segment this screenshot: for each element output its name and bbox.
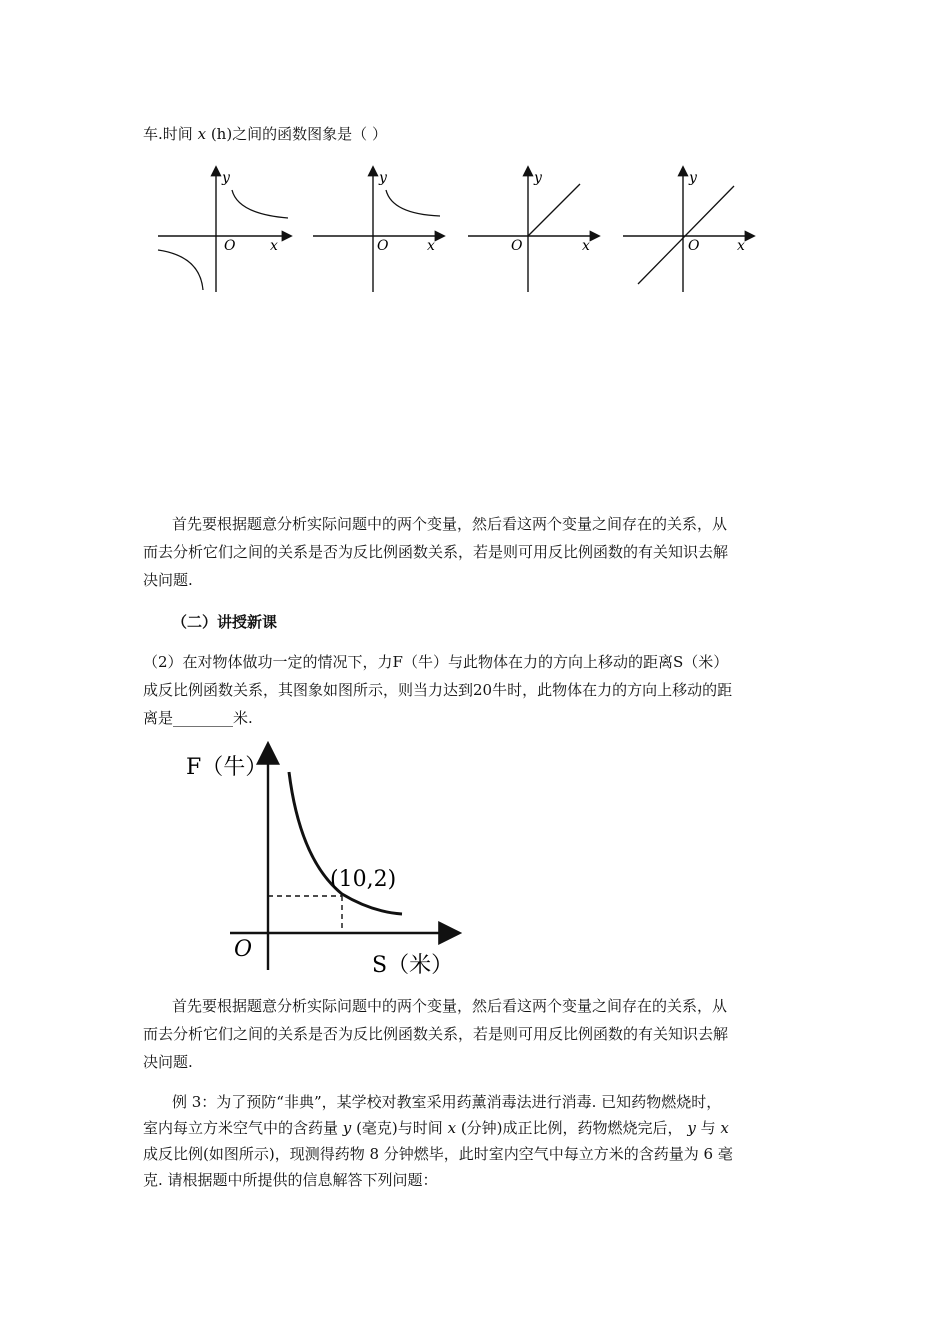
- axis-label-x: x: [427, 238, 435, 254]
- point-label: (10,2): [330, 867, 397, 892]
- example-3-line-4: 克. 请根据题中所提供的信息解答下列问题：: [143, 1171, 438, 1189]
- para-2-line-1: 首先要根据题意分析实际问题中的两个变量，然后看这两个变量之间存在的关系，从: [172, 997, 728, 1015]
- curve: [386, 190, 440, 216]
- example-3-line-3: 成反比例(如图所示)，现测得药物 8 分钟燃毕，此时室内空气中每立方米的含药量为 6 毫: [143, 1145, 733, 1163]
- axis-label-x: x: [737, 238, 745, 254]
- axis-label-x: x: [270, 238, 278, 254]
- problem-2-line-2: 成反比例函数关系，其图象如图所示，则当力达到20牛时，此物体在力的方向上移动的距: [143, 681, 733, 699]
- axis-label-y: y: [222, 170, 230, 186]
- section-heading: （二）讲授新课: [172, 613, 278, 631]
- curve-branch-1: [232, 190, 288, 218]
- option-graph-b: [313, 168, 443, 292]
- example-3-line-2: 室内每立方米空气中的含药量 y (毫克)与时间 x (分钟)成正比例，药物燃烧完后， y 与 x: [143, 1119, 729, 1137]
- option-graph-a: [158, 168, 290, 292]
- question-tail-line: [143, 124, 387, 144]
- inverse-curve: [289, 772, 402, 914]
- axis-label-x: x: [582, 238, 590, 254]
- option-graph-c: [468, 168, 598, 292]
- line: [638, 186, 734, 284]
- example-3-line-1: 例 3：为了预防“非典”，某学校对教室采用药薰消毒法进行消毒. 已知药物燃烧时，: [172, 1093, 722, 1111]
- force-distance-graph: [180, 740, 480, 980]
- para-1-line-3: 决问题.: [143, 571, 193, 589]
- problem-2-line-1: （2）在对物体做功一定的情况下，力F（牛）与此物体在力的方向上移动的距离S（米）: [143, 653, 729, 671]
- origin-label: O: [377, 238, 389, 254]
- option-graph-d: [623, 168, 753, 292]
- s-axis-label: S（米）: [372, 953, 454, 978]
- problem-2-line-3: 离是________米.: [143, 709, 253, 727]
- question-tail-text: 车.时间: [143, 125, 193, 143]
- axis-label-y: y: [689, 170, 697, 186]
- curve-branch-2: [158, 250, 203, 290]
- para-1-line-1: 首先要根据题意分析实际问题中的两个变量，然后看这两个变量之间存在的关系，从: [172, 515, 728, 533]
- line: [528, 184, 580, 236]
- axis-label-y: y: [534, 170, 542, 186]
- question-tail-text-2: (h)之间的函数图象是（ ）: [210, 125, 387, 143]
- origin-label: O: [688, 238, 700, 254]
- origin-label: O: [511, 238, 523, 254]
- origin-label: O: [224, 238, 236, 254]
- option-graphs: [0, 160, 950, 300]
- origin-label: O: [234, 937, 253, 962]
- question-var-x: x: [197, 125, 207, 143]
- para-2-line-2: 而去分析它们之间的关系是否为反比例函数关系，若是则可用反比例函数的有关知识去解: [143, 1025, 729, 1043]
- para-2-line-3: 决问题.: [143, 1053, 193, 1071]
- f-axis-label: F（牛）: [186, 755, 268, 780]
- para-1-line-2: 而去分析它们之间的关系是否为反比例函数关系，若是则可用反比例函数的有关知识去解: [143, 543, 729, 561]
- axis-label-y: y: [379, 170, 387, 186]
